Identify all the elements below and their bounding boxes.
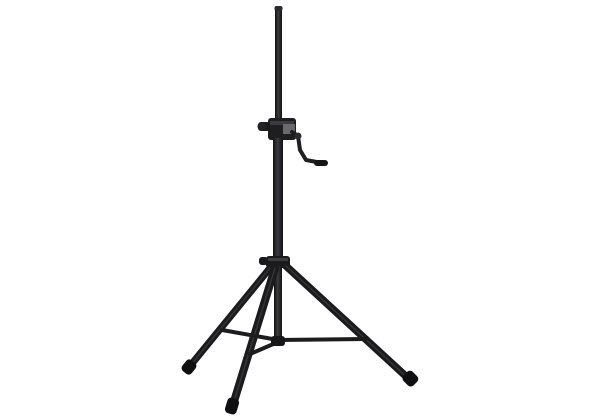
lower-pole: [273, 138, 283, 260]
pole-top-cap: [275, 6, 283, 11]
spreader-hub: [271, 336, 285, 346]
rubber-feet: [180, 358, 420, 416]
crank-winder: [258, 118, 329, 166]
leg-braces: [222, 330, 366, 354]
right-brace: [278, 339, 366, 340]
upper-pole: [275, 8, 282, 126]
tripod-legs: [190, 266, 410, 408]
